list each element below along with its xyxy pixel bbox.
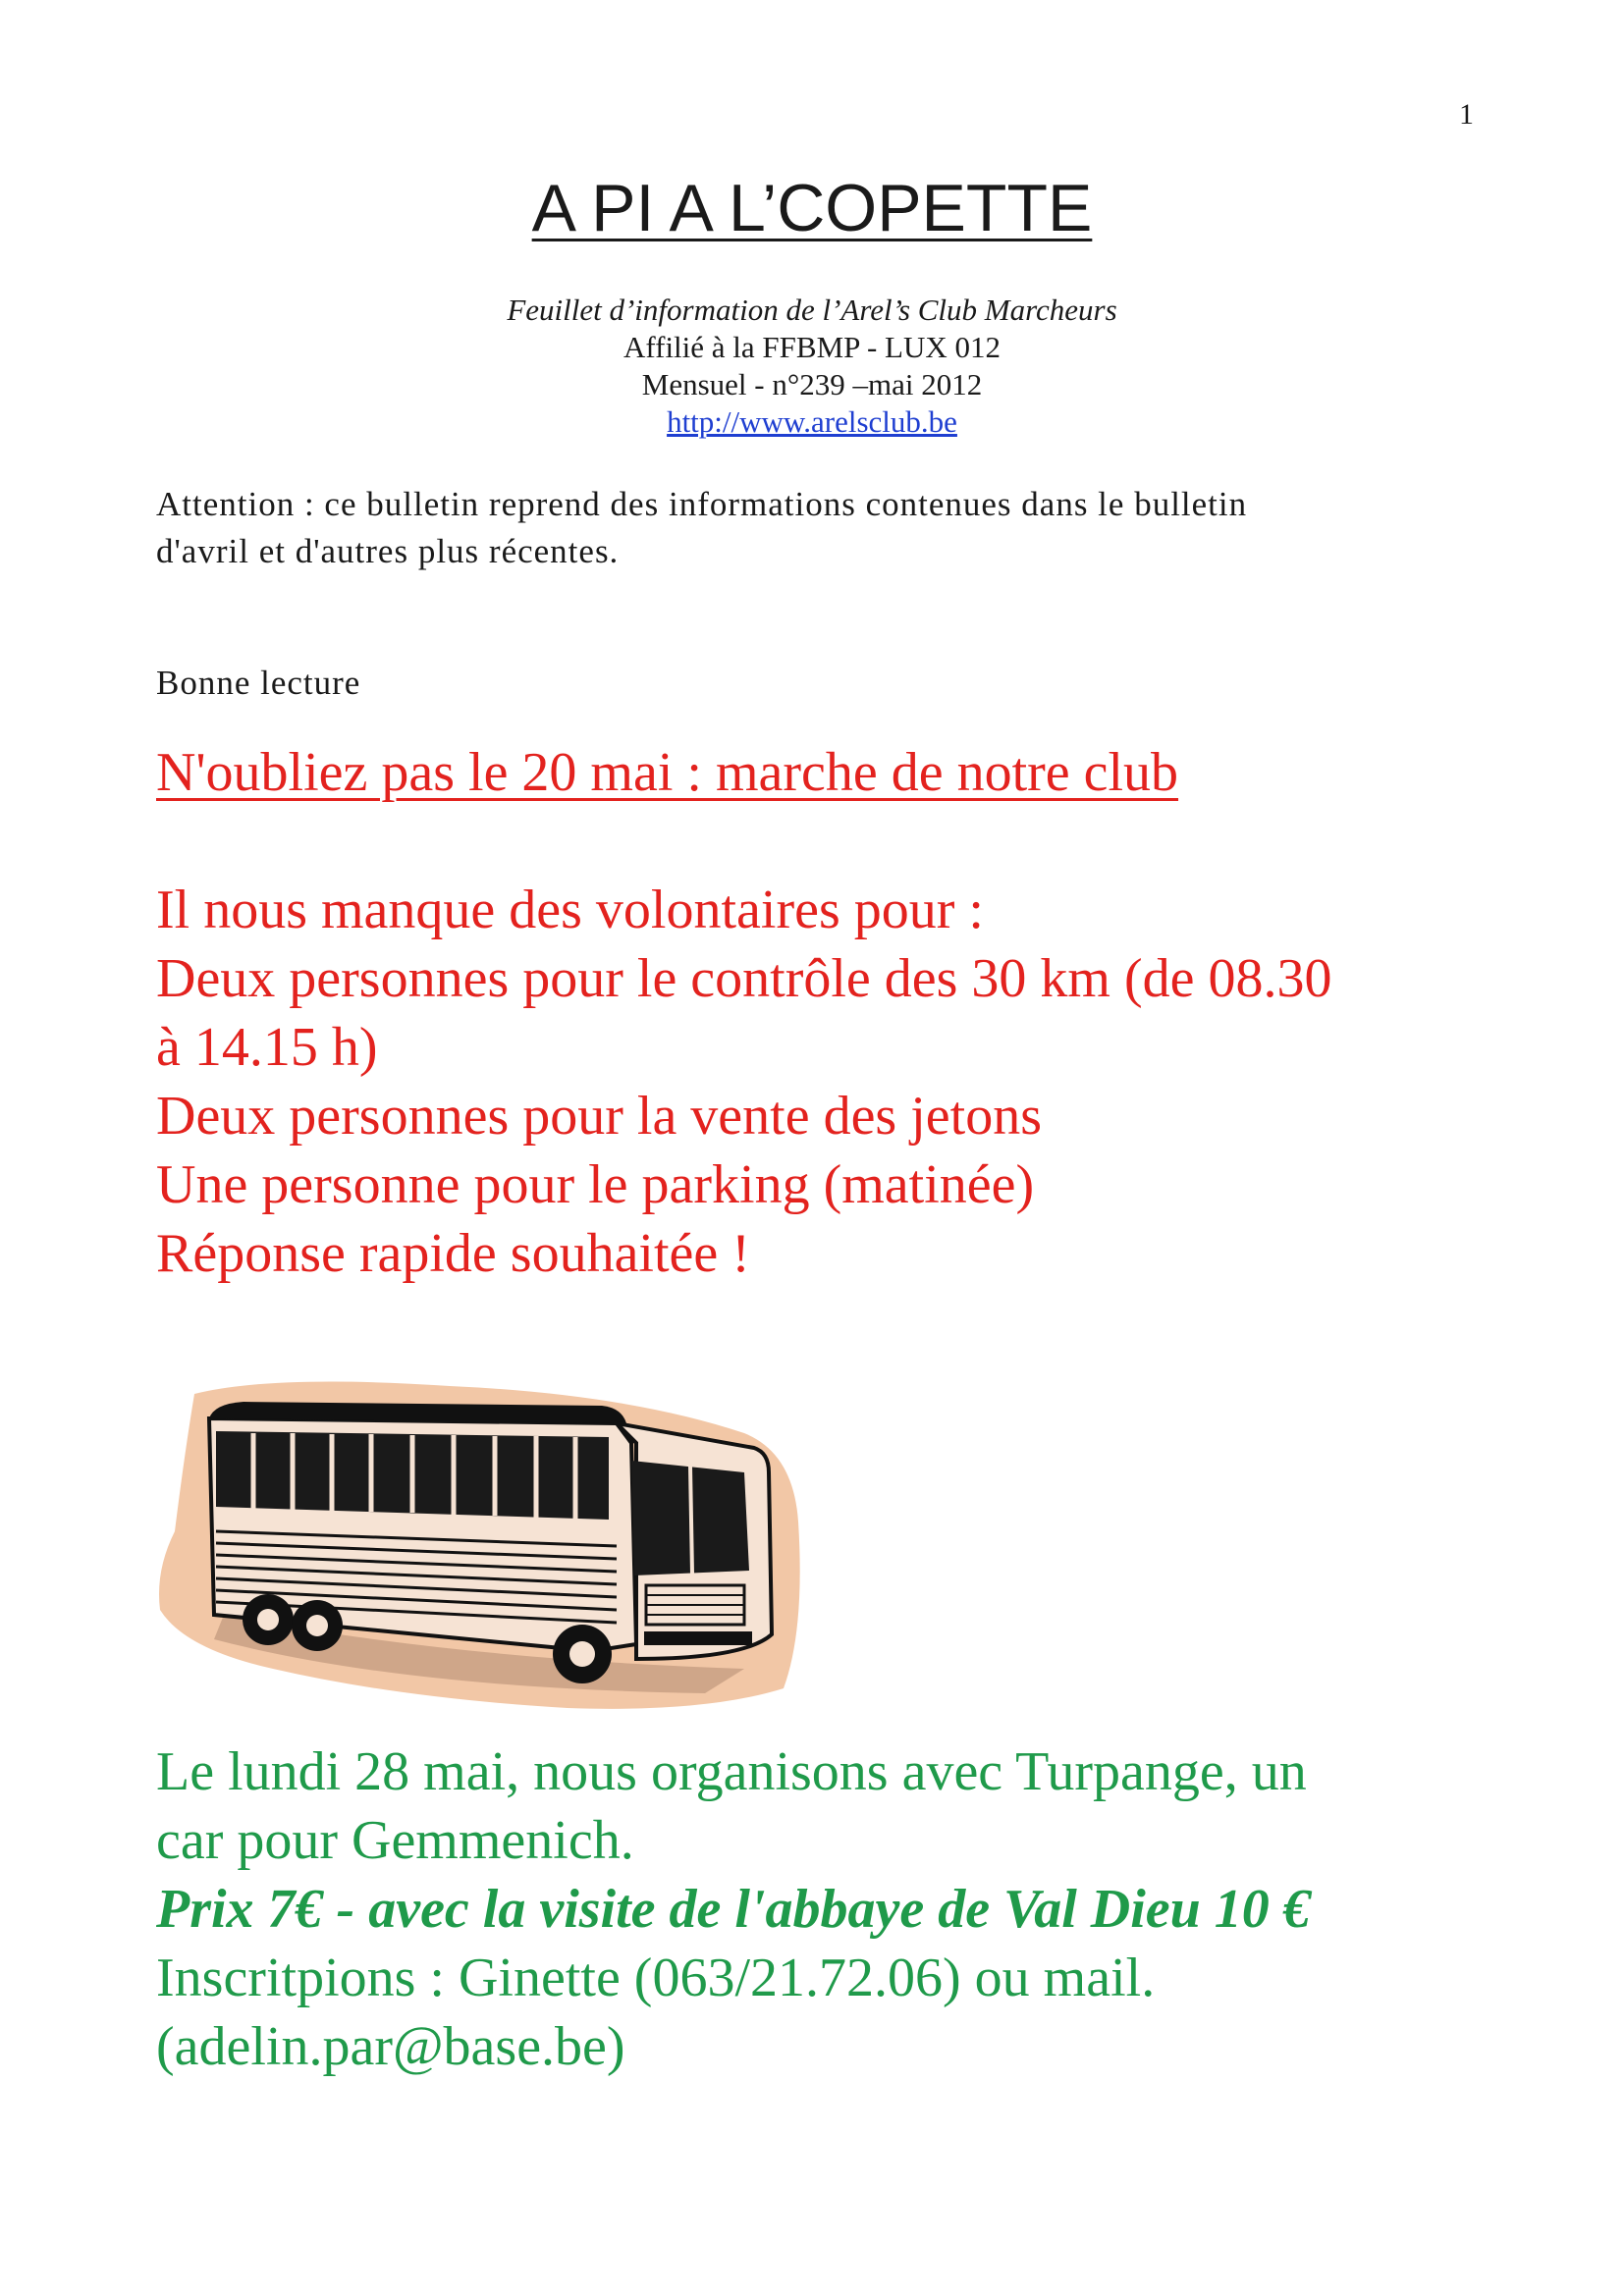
newsletter-header — [0, 292, 1624, 441]
bus-trip-email: (adelin.par@base.be) — [156, 2016, 625, 2077]
bus-trip-registration: Inscritpions : Ginette (063/21.72.06) ou mail. — [156, 1948, 1156, 2008]
bus-trip-section — [156, 1737, 1511, 2081]
volunteers-line-2: Deux personnes pour le contrôle des 30 km (de 08.30 — [156, 948, 1332, 1009]
volunteers-section — [156, 738, 1491, 1288]
page-title: A PI A L’COPETTE — [531, 171, 1093, 245]
bus-trip-line-1: Le lundi 28 mai, nous organisons avec Turpange, un — [156, 1741, 1307, 1802]
club-website-link[interactable]: http://www.arelsclub.be — [667, 404, 957, 439]
affiliation-line: Affilié à la FFBMP - LUX 012 — [623, 330, 1001, 364]
volunteers-line-1: Il nous manque des volontaires pour : — [156, 880, 984, 940]
intro-line-2: d'avril et d'autres plus récentes. — [156, 532, 620, 570]
newsletter-subtitle: Feuillet d’information de l’Arel’s Club Marcheurs — [507, 293, 1117, 327]
issue-line: Mensuel - n°239 –mai 2012 — [641, 367, 983, 401]
bus-trip-price: Prix 7€ - avec la visite de l'abbaye de Val Dieu 10 € — [156, 1879, 1311, 1940]
walk-reminder-headline: N'oubliez pas le 20 mai : marche de notre club — [156, 742, 1179, 803]
volunteers-line-3: à 14.15 h) — [156, 1017, 378, 1078]
bus-illustration-icon — [155, 1374, 823, 1718]
intro-paragraph — [156, 481, 1433, 575]
volunteers-line-5: Une personne pour le parking (matinée) — [156, 1154, 1035, 1215]
volunteers-line-4: Deux personnes pour la vente des jetons — [156, 1086, 1042, 1147]
intro-line-1: Attention : ce bulletin reprend des informations contenues dans le bulletin — [156, 485, 1248, 523]
greeting: Bonne lecture — [156, 664, 361, 702]
page-number: 1 — [1459, 98, 1474, 131]
bus-trip-line-2: car pour Gemmenich. — [156, 1810, 634, 1871]
volunteers-line-6: Réponse rapide souhaitée ! — [156, 1223, 750, 1284]
